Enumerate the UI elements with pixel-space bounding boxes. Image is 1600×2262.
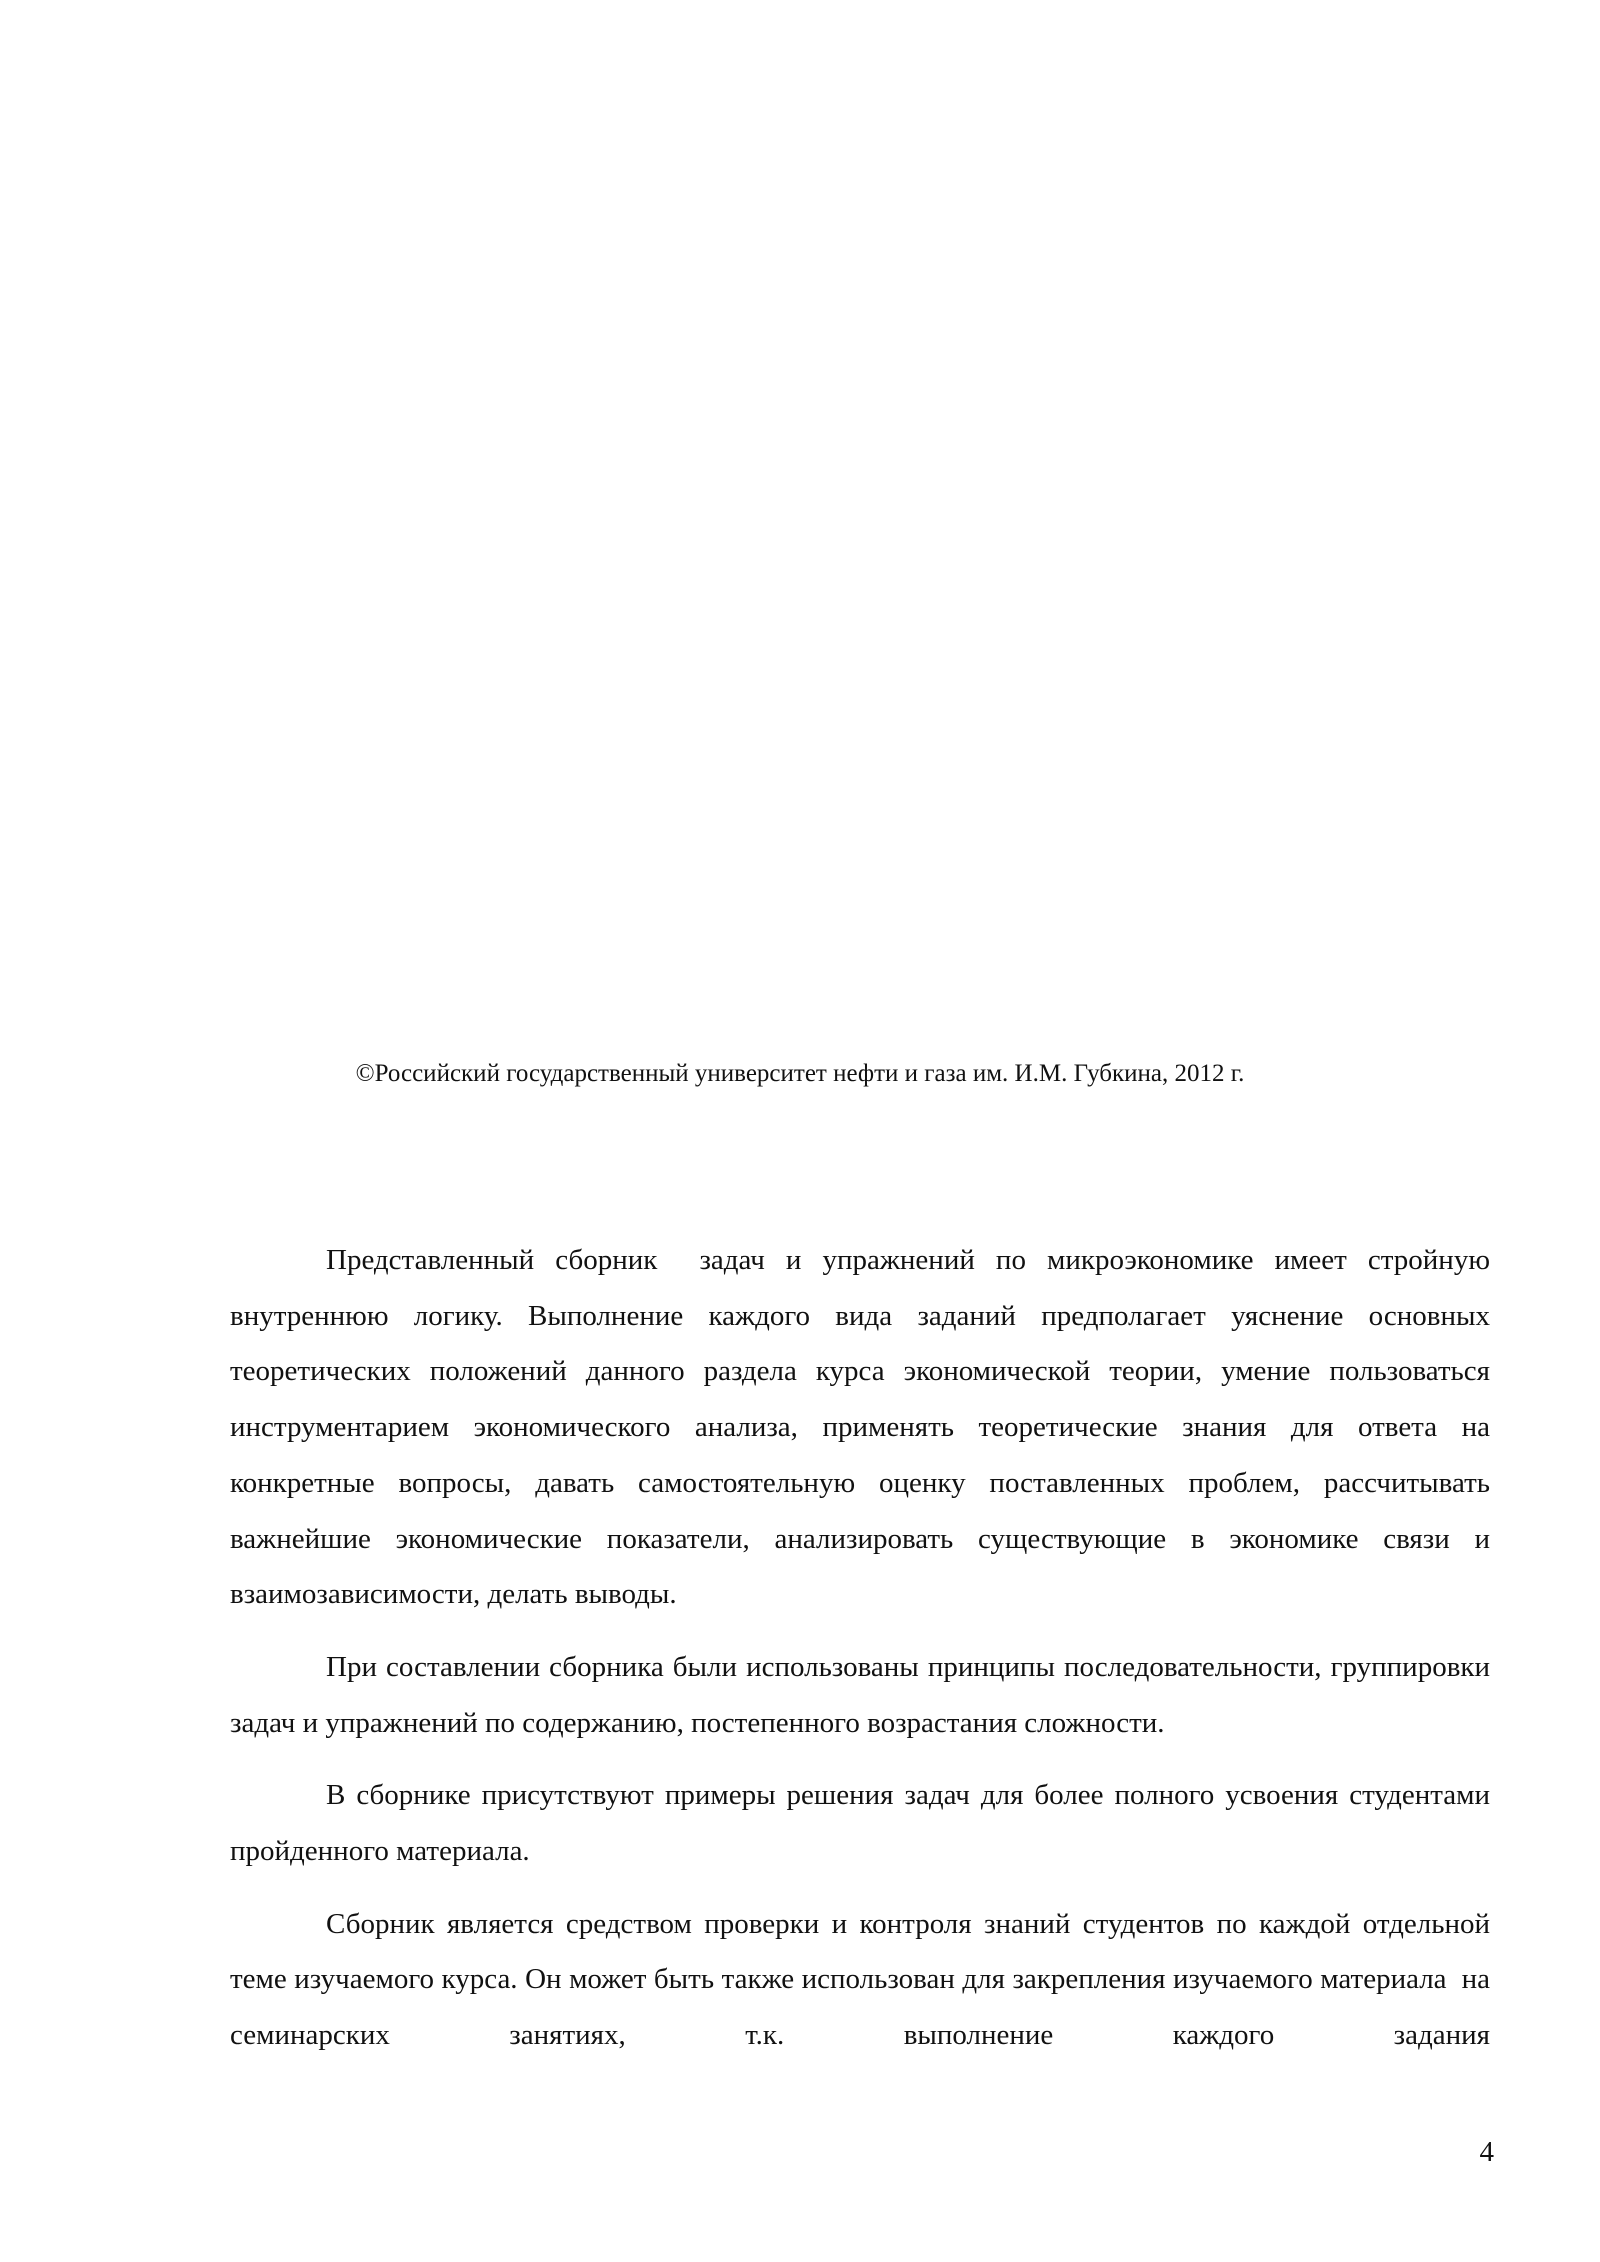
paragraph-intro: Представленный сборник задач и упражнений по микроэкономике имеет стройную внутреннюю логику. Выполнение каждого вида заданий предполагает уяснение основных теоретических положений данного раздела курса экономической теории, умение пользоваться инструментарием экономического анализа, применять теоретические знания для ответа на конкретные вопросы, давать самостоятельную оценку поставленных проблем, рассчитывать важнейшие экономические показатели, анализировать существующие в экономике связи и взаимозависимости, делать выводы. (230, 1244, 1498, 1611)
paragraph-principles: При составлении сборника были использованы принципы последовательности, группировки задач и упражнений по содержанию, постепенного возрастания сложности. (230, 1650, 1498, 1739)
copyright-notice: ©Российский государственный университет нефти и газа им. И.М. Губкина, 2012 г. (355, 1060, 1245, 1087)
paragraph-control: Сборник является средством проверки и контроля знаний студентов по каждой отдельной теме изучаемого курса. Он может быть также использован для закрепления изучаемого материала на семинарских занятиях, т.к. выполнение каждого задания (230, 1907, 1498, 2052)
body-text (230, 1233, 1498, 2081)
page-number: 4 (1479, 2136, 1494, 2168)
paragraph-examples: В сборнике присутствуют примеры решения задач для более полного усвоения студентами пройденного материала. (230, 1779, 1498, 1868)
